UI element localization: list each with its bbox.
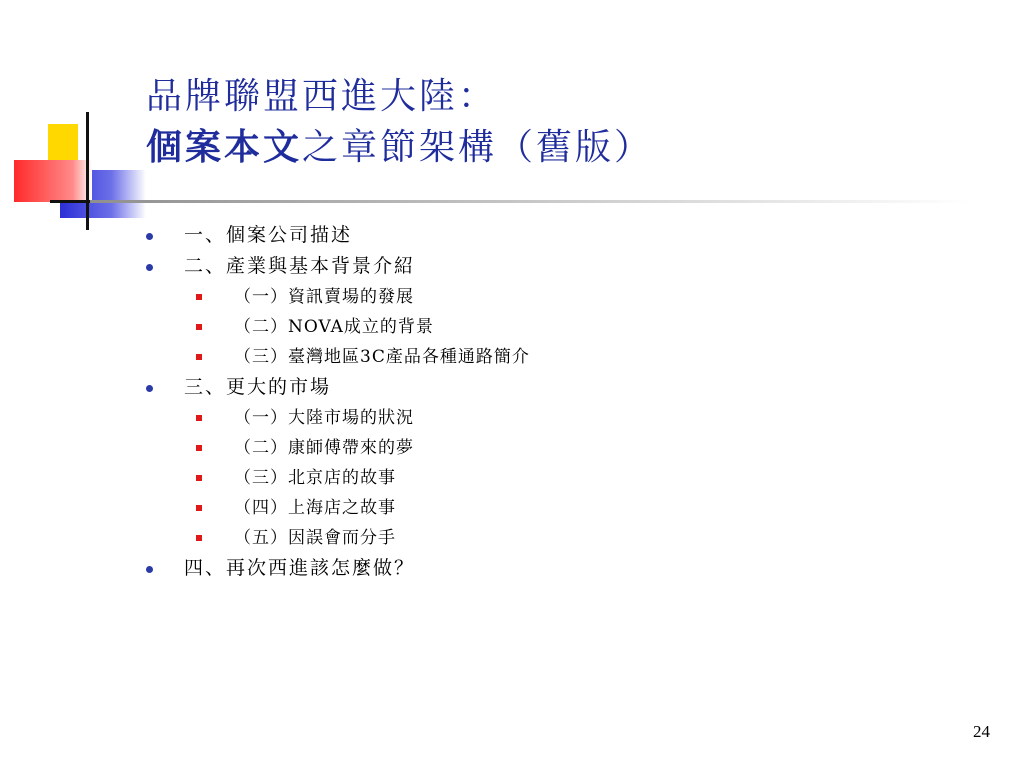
bullet-dot-icon xyxy=(146,233,153,240)
title-line-1: 品牌聯盟西進大陸： xyxy=(146,76,498,117)
title-line-2 xyxy=(146,122,653,173)
outline-subitem-text: （四）上海店之故事 xyxy=(234,498,396,518)
outline-item-text: 三、更大的市場 xyxy=(184,376,332,398)
outline-subitem-text: （一）大陸市場的狀況 xyxy=(234,408,414,428)
bullet-dot-icon xyxy=(146,264,153,271)
deco-vertical-line xyxy=(86,112,89,230)
outline-list xyxy=(146,220,966,584)
outline-item-text: 四、再次西進該怎麼做？ xyxy=(184,557,416,579)
outline-subitem-text: （一）資訊賣場的發展 xyxy=(234,287,414,307)
deco-horizontal-rule xyxy=(50,200,970,203)
outline-subitem xyxy=(146,523,966,553)
page-number: 24 xyxy=(973,722,990,741)
title-line-2-bold: 個案本文 xyxy=(146,126,303,168)
bullet-square-icon xyxy=(196,505,202,511)
outline-subitem xyxy=(146,312,966,342)
deco-black-tick xyxy=(50,200,90,203)
outline-subitem-text: （二）NOVA成立的背景 xyxy=(234,317,434,337)
outline-item xyxy=(146,372,966,403)
deco-red-bar xyxy=(14,160,92,202)
bullet-square-icon xyxy=(196,415,202,421)
bullet-square-icon xyxy=(196,445,202,451)
outline-item xyxy=(146,553,966,584)
bullet-square-icon xyxy=(196,354,202,360)
bullet-square-icon xyxy=(196,294,202,300)
outline-subitem-text: （五）因誤會而分手 xyxy=(234,528,396,548)
outline-subitem xyxy=(146,282,966,312)
slide-title xyxy=(146,72,653,173)
outline-subitem xyxy=(146,342,966,372)
bullet-dot-icon xyxy=(146,566,153,573)
outline-subitem-text: （三）臺灣地區3C產品各種通路簡介 xyxy=(234,347,530,367)
outline-subitem xyxy=(146,403,966,433)
outline-subitem xyxy=(146,463,966,493)
bullet-square-icon xyxy=(196,324,202,330)
outline-item xyxy=(146,251,966,282)
outline-item xyxy=(146,220,966,251)
outline-subitem-text: （三）北京店的故事 xyxy=(234,468,396,488)
deco-yellow-square xyxy=(48,124,78,160)
bullet-square-icon xyxy=(196,475,202,481)
outline-subitem-text: （二）康師傅帶來的夢 xyxy=(234,438,414,458)
outline-item-text: 二、產業與基本背景介紹 xyxy=(184,255,416,277)
bullet-square-icon xyxy=(196,535,202,541)
title-line-2-rest: 之章節架構（舊版） xyxy=(302,127,654,168)
outline-item-text: 一、個案公司描述 xyxy=(184,224,353,246)
outline-subitem xyxy=(146,433,966,463)
outline-subitem xyxy=(146,493,966,523)
bullet-dot-icon xyxy=(146,385,153,392)
